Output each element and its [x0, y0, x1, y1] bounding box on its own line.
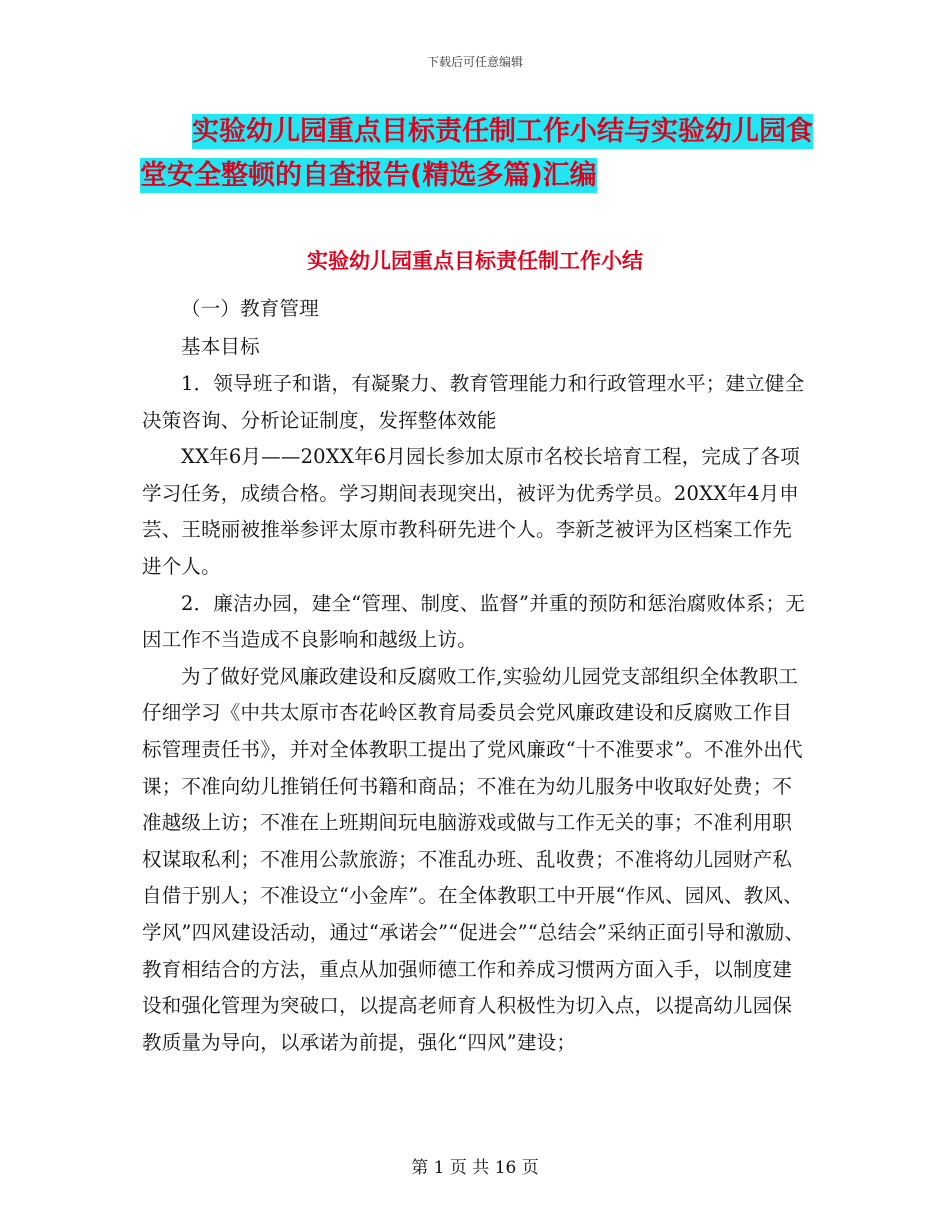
document-body — [142, 290, 810, 1061]
document-title — [140, 110, 820, 198]
page-number-footer: 第 1 页 共 16 页 — [411, 1158, 539, 1178]
subsection-heading: （一）教育管理 — [181, 297, 319, 320]
section-title: 实验幼儿园重点目标责任制工作小结 — [307, 249, 643, 273]
body-paragraph: 1．领导班子和谐，有凝聚力、教育管理能力和行政管理水平；建立健全决策咨询、分析论证制度，发挥整体效能 — [142, 372, 805, 432]
document-title-line-2-text: 堂安全整顿的自查报告(精选多篇)汇编 — [140, 160, 597, 191]
body-paragraph: XX年6月——20XX年6月园长参加太原市名校长培育工程，完成了各项学习任务，成绩合格。学习期间表现突出，被评为优秀学员。20XX年4月申芸、王晓丽被推举参评太原市教科研先进个人。李新芝被评为区档案工作先进个人。 — [142, 445, 800, 578]
document-title-line-1-text: 实验幼儿园重点目标责任制工作小结与实验幼儿园食 — [192, 116, 813, 147]
header-note: 下载后可任意编辑 — [426, 55, 523, 69]
body-paragraph: 为了做好党风廉政建设和反腐败工作,实验幼儿园党支部组织全体教职工仔细学习《中共太原市杏花岭区教育局委员会党风廉政建设和反腐败工作目标管理责任书》，并对全体教职工提出了党风廉政“十不准要求”。不准外出代课；不准向幼儿推销任何书籍和商品；不准在为幼儿服务中收取好处费；不准越级上访；不准在上班期间玩电脑游戏或做与工作无关的事；不准利用职权谋取私利；不准用公款旅游；不准乱办班、乱收费；不准将幼儿园财产私自借于别人；不准设立“小金库”。在全体教职工中开展“作风、园风、教风、学风”四风建设活动，通过“承诺会”“促进会”“总结会”采纳正面引导和激励、教育相结合的方法，重点从加强师德工作和养成习惯两方面入手，以制度建设和强化管理为突破口，以提高老师育人积极性为切入点，以提高幼儿园保教质量为导向，以承诺为前提，强化“四风”建设； — [142, 664, 805, 1054]
subsection-subheading: 基本目标 — [181, 335, 260, 358]
document-title-line-1 — [140, 110, 820, 154]
body-paragraph: 2．廉洁办园，建全“管理、制度、监督”并重的预防和惩治腐败体系；无因工作不当造成不良影响和越级上访。 — [142, 591, 805, 652]
document-title-line-2 — [140, 154, 820, 198]
